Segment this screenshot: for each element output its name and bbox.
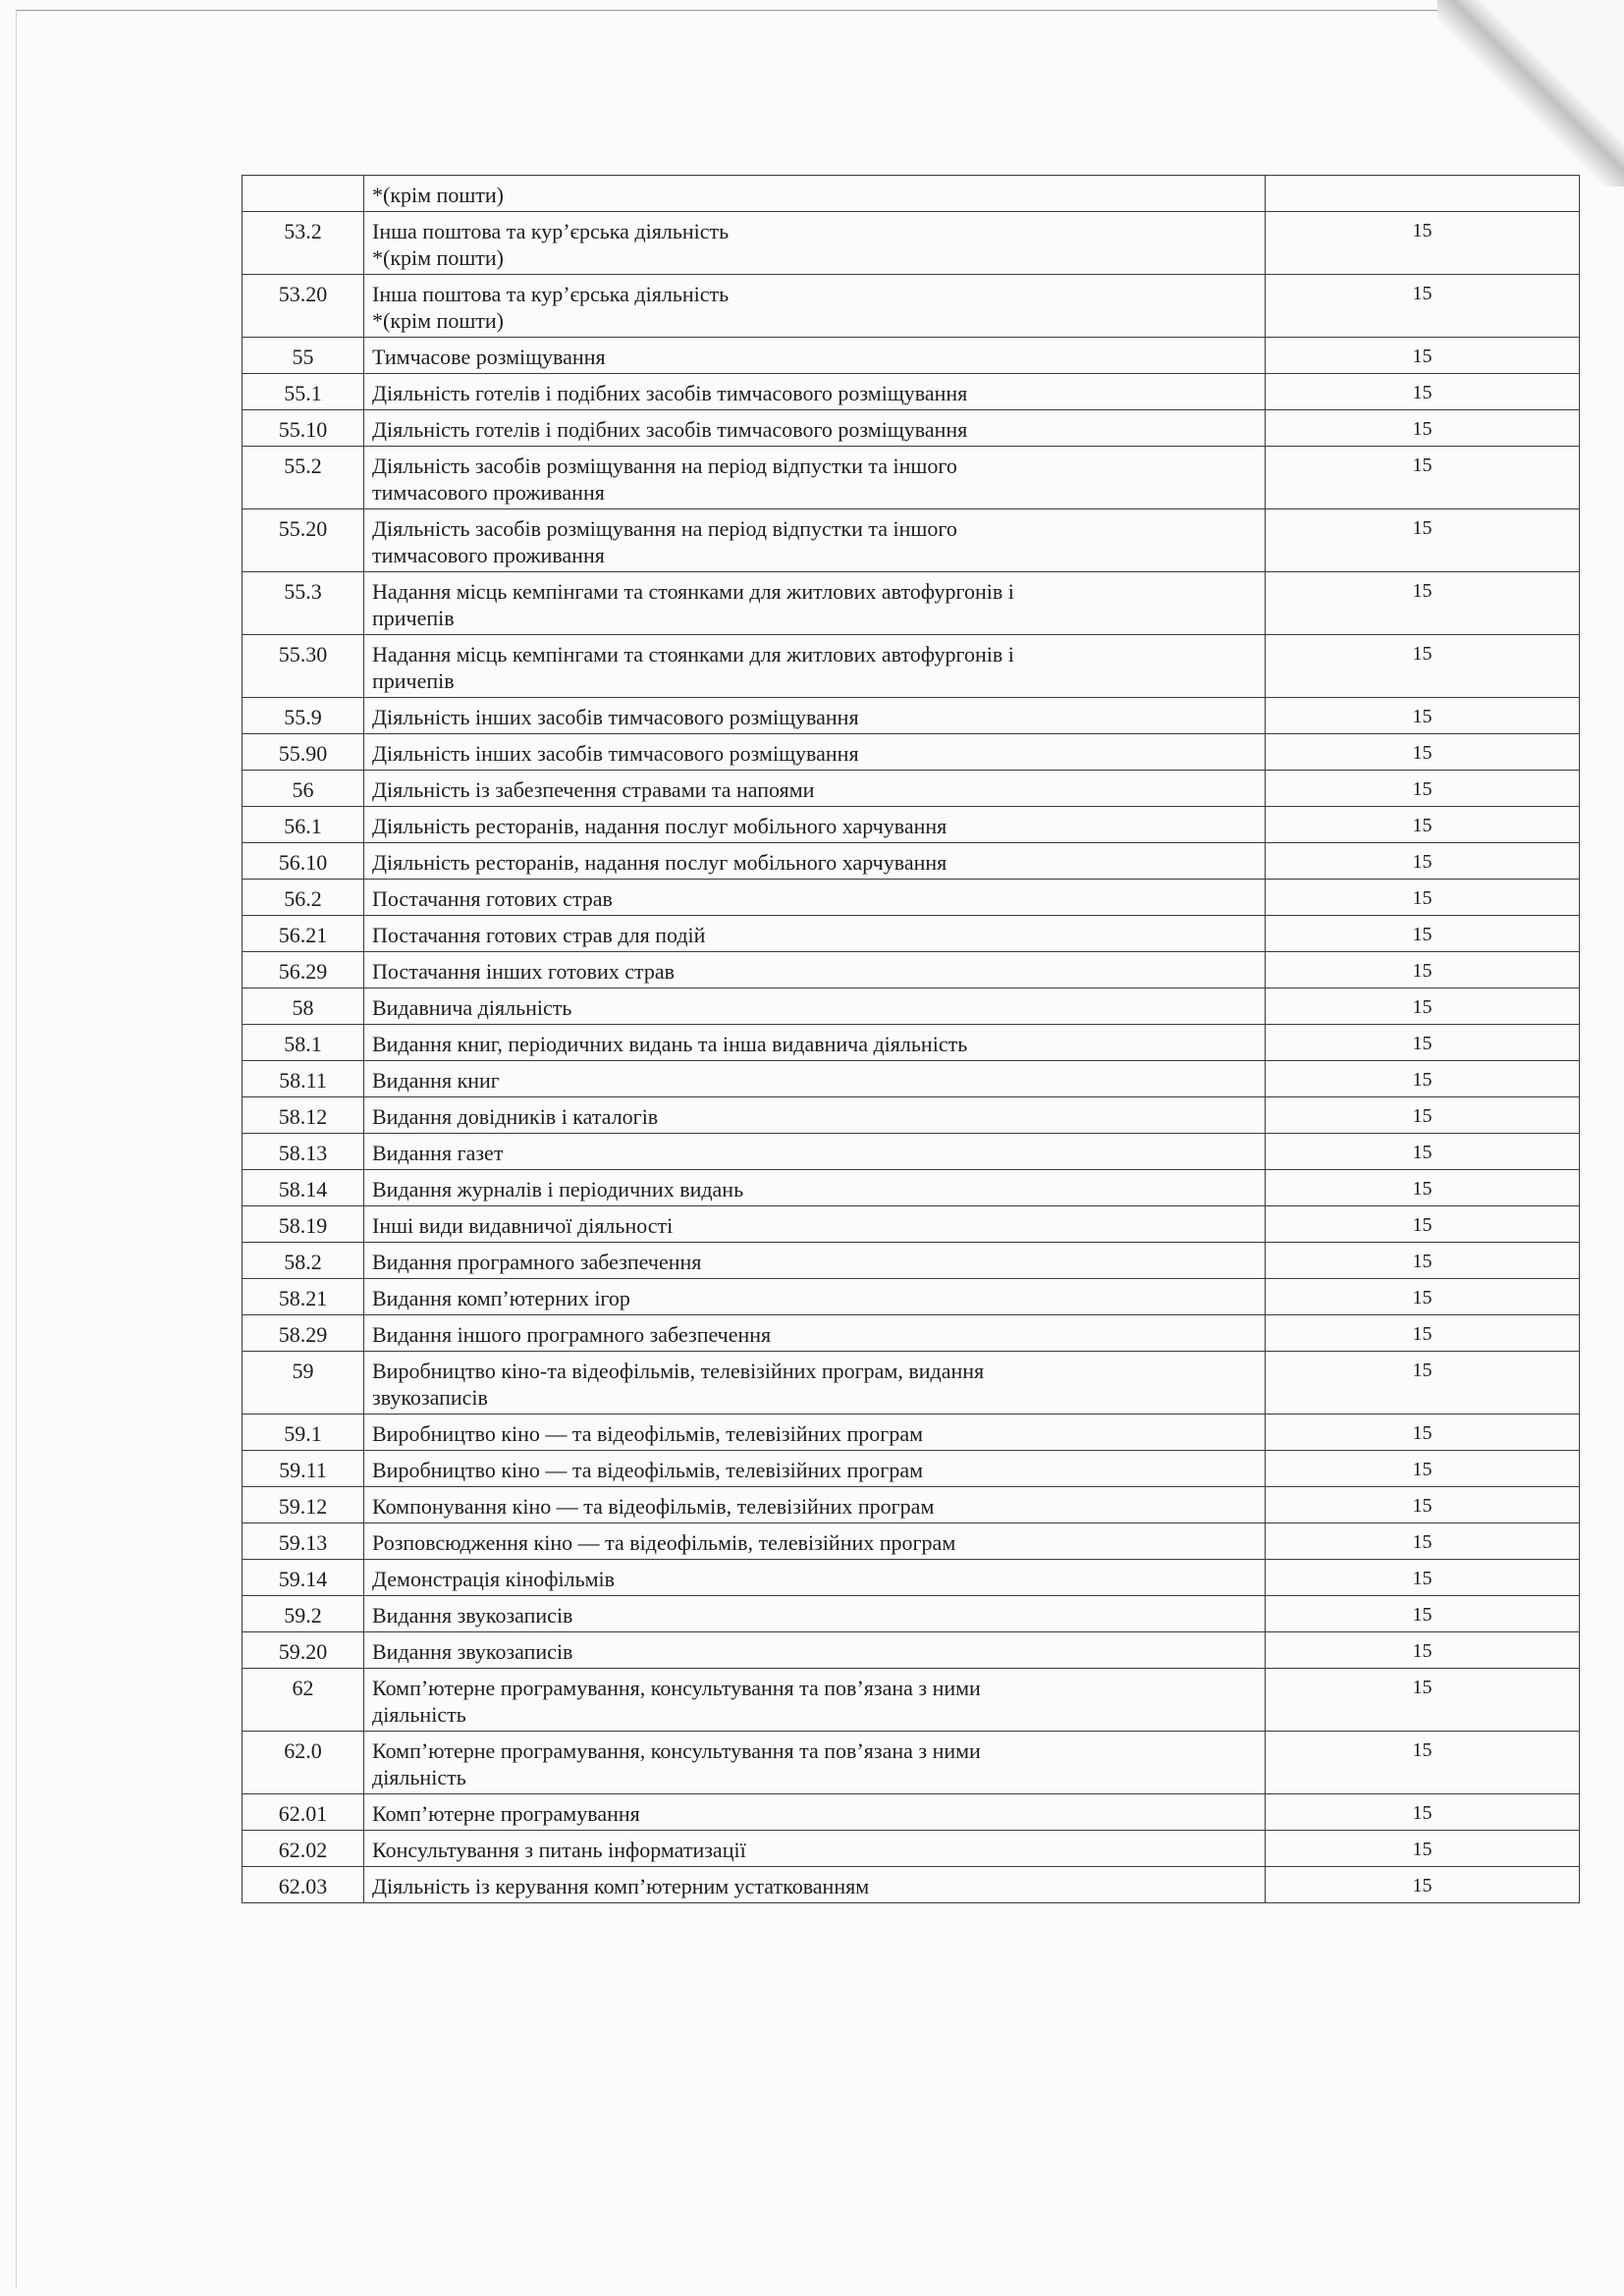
activity-code: 59.13 [243, 1523, 364, 1560]
description-line: Виробництво кіно — та відеофільмів, телевізійних програм [372, 1458, 924, 1482]
activity-code: 58.29 [243, 1315, 364, 1352]
table-row [243, 807, 1580, 843]
rate-value: 15 [1266, 1206, 1580, 1243]
activity-description [364, 1451, 1266, 1487]
description-line: причепів [372, 668, 455, 693]
activity-description [364, 771, 1266, 807]
activity-code: 58.2 [243, 1243, 364, 1279]
activity-description [364, 734, 1266, 771]
activity-code: 59.11 [243, 1451, 364, 1487]
activity-description [364, 1206, 1266, 1243]
description-line: Постачання інших готових страв [372, 959, 676, 984]
rate-value: 15 [1266, 410, 1580, 447]
description-line: Консультування з питань інформатизації [372, 1838, 746, 1862]
activity-code: 62.01 [243, 1794, 364, 1831]
description-line: Видання комп’ютерних ігор [372, 1286, 630, 1310]
table-row [243, 1170, 1580, 1206]
rate-value: 15 [1266, 1134, 1580, 1170]
table-row [243, 635, 1580, 698]
table-body [243, 176, 1580, 1903]
activity-code: 53.20 [243, 275, 364, 338]
rate-value: 15 [1266, 1352, 1580, 1415]
description-line: Видання іншого програмного забезпечення [372, 1322, 772, 1347]
table-row [243, 338, 1580, 374]
activity-description [364, 807, 1266, 843]
activity-description [364, 410, 1266, 447]
table-row [243, 176, 1580, 212]
description-line: Тимчасове розміщування [372, 345, 606, 369]
description-line: Діяльність готелів і подібних засобів тимчасового розміщування [372, 417, 968, 442]
table-row [243, 1279, 1580, 1315]
activity-description [364, 1415, 1266, 1451]
rate-value: 15 [1266, 1279, 1580, 1315]
description-line: Компонування кіно — та відеофільмів, телевізійних програм [372, 1494, 935, 1519]
activity-code: 58.13 [243, 1134, 364, 1170]
rate-value: 15 [1266, 807, 1580, 843]
activity-description [364, 952, 1266, 988]
rate-value: 15 [1266, 880, 1580, 916]
activity-description [364, 916, 1266, 952]
activity-code: 59 [243, 1352, 364, 1415]
rate-value: 15 [1266, 1487, 1580, 1523]
activity-code: 55.3 [243, 572, 364, 635]
table-row [243, 509, 1580, 572]
table-row [243, 1560, 1580, 1596]
description-line: Видання книг [372, 1068, 500, 1093]
activity-description [364, 447, 1266, 509]
activity-description [364, 572, 1266, 635]
rate-value: 15 [1266, 916, 1580, 952]
rate-value: 15 [1266, 1415, 1580, 1451]
activity-description [364, 1632, 1266, 1669]
description-line: Видання журналів і періодичних видань [372, 1177, 744, 1201]
activity-code: 58.12 [243, 1097, 364, 1134]
activity-description [364, 1097, 1266, 1134]
table-row [243, 1206, 1580, 1243]
rate-value: 15 [1266, 771, 1580, 807]
rate-value: 15 [1266, 734, 1580, 771]
activity-code: 56.21 [243, 916, 364, 952]
activity-description [364, 374, 1266, 410]
activity-description [364, 338, 1266, 374]
table-row [243, 374, 1580, 410]
description-line: Видання книг, періодичних видань та інша видавнича діяльність [372, 1032, 968, 1056]
activity-code: 53.2 [243, 212, 364, 275]
activity-description [364, 1352, 1266, 1415]
activity-description [364, 176, 1266, 212]
activity-code: 58 [243, 988, 364, 1025]
table-row [243, 771, 1580, 807]
description-line: Діяльність ресторанів, надання послуг мобільного харчування [372, 814, 947, 838]
rate-value: 15 [1266, 1632, 1580, 1669]
activity-description [364, 1061, 1266, 1097]
description-line: звукозаписів [372, 1385, 488, 1410]
description-line: Діяльність із забезпечення стравами та напоями [372, 777, 815, 802]
description-line: *(крім пошти) [372, 308, 504, 333]
description-line: Діяльність інших засобів тимчасового розміщування [372, 741, 859, 766]
description-line: Виробництво кіно-та відеофільмів, телевізійних програм, видання [372, 1359, 985, 1383]
description-line: Видання довідників і каталогів [372, 1104, 659, 1129]
table-row [243, 1415, 1580, 1451]
description-line: Комп’ютерне програмування, консультування та пов’язана з ними [372, 1738, 981, 1763]
rate-value: 15 [1266, 1061, 1580, 1097]
activity-code: 56.1 [243, 807, 364, 843]
activity-description [364, 509, 1266, 572]
description-line: Виробництво кіно — та відеофільмів, телевізійних програм [372, 1421, 924, 1446]
activity-code: 56.10 [243, 843, 364, 880]
activity-code [243, 176, 364, 212]
description-line: Інша поштова та кур’єрська діяльність [372, 219, 730, 243]
activity-code: 59.2 [243, 1596, 364, 1632]
activity-codes-table [242, 175, 1580, 1903]
table-row [243, 1061, 1580, 1097]
rate-value: 15 [1266, 1451, 1580, 1487]
activity-code: 59.20 [243, 1632, 364, 1669]
table-row [243, 1134, 1580, 1170]
activity-code: 55.90 [243, 734, 364, 771]
rate-value: 15 [1266, 1315, 1580, 1352]
table-row [243, 843, 1580, 880]
description-line: причепів [372, 606, 455, 630]
rate-value: 15 [1266, 338, 1580, 374]
activity-description [364, 212, 1266, 275]
table-row [243, 1867, 1580, 1903]
table-row [243, 1669, 1580, 1732]
description-line: Надання місць кемпінгами та стоянками для житлових автофургонів і [372, 642, 1014, 667]
rate-value: 15 [1266, 1097, 1580, 1134]
rate-value: 15 [1266, 1831, 1580, 1867]
activity-code: 55.9 [243, 698, 364, 734]
rate-value: 15 [1266, 1596, 1580, 1632]
activity-code: 55.30 [243, 635, 364, 698]
table-row [243, 410, 1580, 447]
activity-code: 55.10 [243, 410, 364, 447]
rate-value: 15 [1266, 447, 1580, 509]
activity-description [364, 1134, 1266, 1170]
rate-value: 15 [1266, 572, 1580, 635]
table-row [243, 1243, 1580, 1279]
table-row [243, 952, 1580, 988]
description-line: Видання газет [372, 1141, 504, 1165]
activity-description [364, 843, 1266, 880]
rate-value: 15 [1266, 374, 1580, 410]
rate-value: 15 [1266, 988, 1580, 1025]
activity-description [364, 1025, 1266, 1061]
activity-description [364, 1831, 1266, 1867]
description-line: Інші види видавничої діяльності [372, 1213, 674, 1238]
activity-code: 55 [243, 338, 364, 374]
activity-code: 55.2 [243, 447, 364, 509]
description-line: діяльність [372, 1765, 466, 1789]
activity-description [364, 1732, 1266, 1794]
activity-description [364, 880, 1266, 916]
table-row [243, 880, 1580, 916]
rate-value: 15 [1266, 275, 1580, 338]
activity-code: 59.1 [243, 1415, 364, 1451]
activity-description [364, 1170, 1266, 1206]
rate-value: 15 [1266, 1025, 1580, 1061]
activity-code: 58.19 [243, 1206, 364, 1243]
description-line: Демонстрація кінофільмів [372, 1567, 616, 1591]
table-row [243, 275, 1580, 338]
activity-code: 62.03 [243, 1867, 364, 1903]
table-row [243, 1831, 1580, 1867]
activity-description [364, 1560, 1266, 1596]
table-row [243, 1632, 1580, 1669]
activity-code: 58.14 [243, 1170, 364, 1206]
table-row [243, 1523, 1580, 1560]
rate-value: 15 [1266, 1867, 1580, 1903]
activity-description [364, 1523, 1266, 1560]
table-row [243, 1451, 1580, 1487]
table-row [243, 1352, 1580, 1415]
activity-code: 62.02 [243, 1831, 364, 1867]
rate-value: 15 [1266, 1523, 1580, 1560]
description-line: Діяльність засобів розміщування на період відпустки та іншого [372, 516, 957, 541]
description-line: Видання програмного забезпечення [372, 1250, 702, 1274]
rate-value: 15 [1266, 509, 1580, 572]
page-edge-left [16, 10, 17, 2287]
description-line: Надання місць кемпінгами та стоянками для житлових автофургонів і [372, 579, 1014, 604]
activity-code: 56.29 [243, 952, 364, 988]
activity-code: 62.0 [243, 1732, 364, 1794]
description-line: тимчасового проживання [372, 543, 605, 567]
description-line: *(крім пошти) [372, 183, 504, 207]
activity-code: 56.2 [243, 880, 364, 916]
activity-description [364, 1315, 1266, 1352]
description-line: *(крім пошти) [372, 245, 504, 270]
activity-code: 58.11 [243, 1061, 364, 1097]
activity-code: 55.1 [243, 374, 364, 410]
table-row [243, 572, 1580, 635]
table-row [243, 698, 1580, 734]
description-line: Видання звукозаписів [372, 1603, 573, 1628]
activity-code: 59.14 [243, 1560, 364, 1596]
rate-value: 15 [1266, 1794, 1580, 1831]
table-row [243, 988, 1580, 1025]
table-row [243, 916, 1580, 952]
activity-description [364, 1867, 1266, 1903]
description-line: Постачання готових страв [372, 886, 613, 911]
description-line: Діяльність готелів і подібних засобів тимчасового розміщування [372, 381, 968, 405]
rate-value: 15 [1266, 1560, 1580, 1596]
rate-value: 15 [1266, 212, 1580, 275]
description-line: Діяльність інших засобів тимчасового розміщування [372, 705, 859, 729]
activity-description [364, 1243, 1266, 1279]
description-line: Комп’ютерне програмування [372, 1801, 640, 1826]
activity-code: 62 [243, 1669, 364, 1732]
activity-code: 58.21 [243, 1279, 364, 1315]
table-row [243, 1315, 1580, 1352]
description-line: діяльність [372, 1702, 466, 1727]
description-line: Діяльність засобів розміщування на період відпустки та іншого [372, 454, 957, 478]
description-line: тимчасового проживання [372, 480, 605, 505]
activity-description [364, 275, 1266, 338]
table-row [243, 1732, 1580, 1794]
table-row [243, 734, 1580, 771]
activity-description [364, 698, 1266, 734]
activity-description [364, 1596, 1266, 1632]
description-line: Діяльність ресторанів, надання послуг мобільного харчування [372, 850, 947, 875]
description-line: Видання звукозаписів [372, 1639, 573, 1664]
description-line: Комп’ютерне програмування, консультування та пов’язана з ними [372, 1676, 981, 1700]
table-row [243, 1025, 1580, 1061]
activity-description [364, 1279, 1266, 1315]
table-row [243, 1487, 1580, 1523]
activity-description [364, 1794, 1266, 1831]
description-line: Діяльність із керування комп’ютерним устаткованням [372, 1874, 870, 1898]
page-edge [16, 10, 1469, 11]
rate-value: 15 [1266, 1732, 1580, 1794]
rate-value: 15 [1266, 1669, 1580, 1732]
table-row [243, 1097, 1580, 1134]
rate-value: 15 [1266, 1170, 1580, 1206]
table-row [243, 1596, 1580, 1632]
activity-description [364, 1669, 1266, 1732]
activity-code: 58.1 [243, 1025, 364, 1061]
activity-code: 55.20 [243, 509, 364, 572]
activity-code: 59.12 [243, 1487, 364, 1523]
rate-value: 15 [1266, 952, 1580, 988]
activity-code: 56 [243, 771, 364, 807]
rate-value: 15 [1266, 843, 1580, 880]
table-row [243, 1794, 1580, 1831]
rate-value: 15 [1266, 1243, 1580, 1279]
description-line: Інша поштова та кур’єрська діяльність [372, 282, 730, 306]
description-line: Постачання готових страв для подій [372, 923, 706, 947]
activity-description [364, 1487, 1266, 1523]
description-line: Видавнича діяльність [372, 995, 572, 1020]
rate-value [1266, 176, 1580, 212]
folded-corner [1437, 0, 1624, 187]
table-row [243, 447, 1580, 509]
rate-value: 15 [1266, 698, 1580, 734]
description-line: Розповсюдження кіно — та відеофільмів, телевізійних програм [372, 1530, 956, 1555]
activity-description [364, 635, 1266, 698]
activity-description [364, 988, 1266, 1025]
table-row [243, 212, 1580, 275]
rate-value: 15 [1266, 635, 1580, 698]
